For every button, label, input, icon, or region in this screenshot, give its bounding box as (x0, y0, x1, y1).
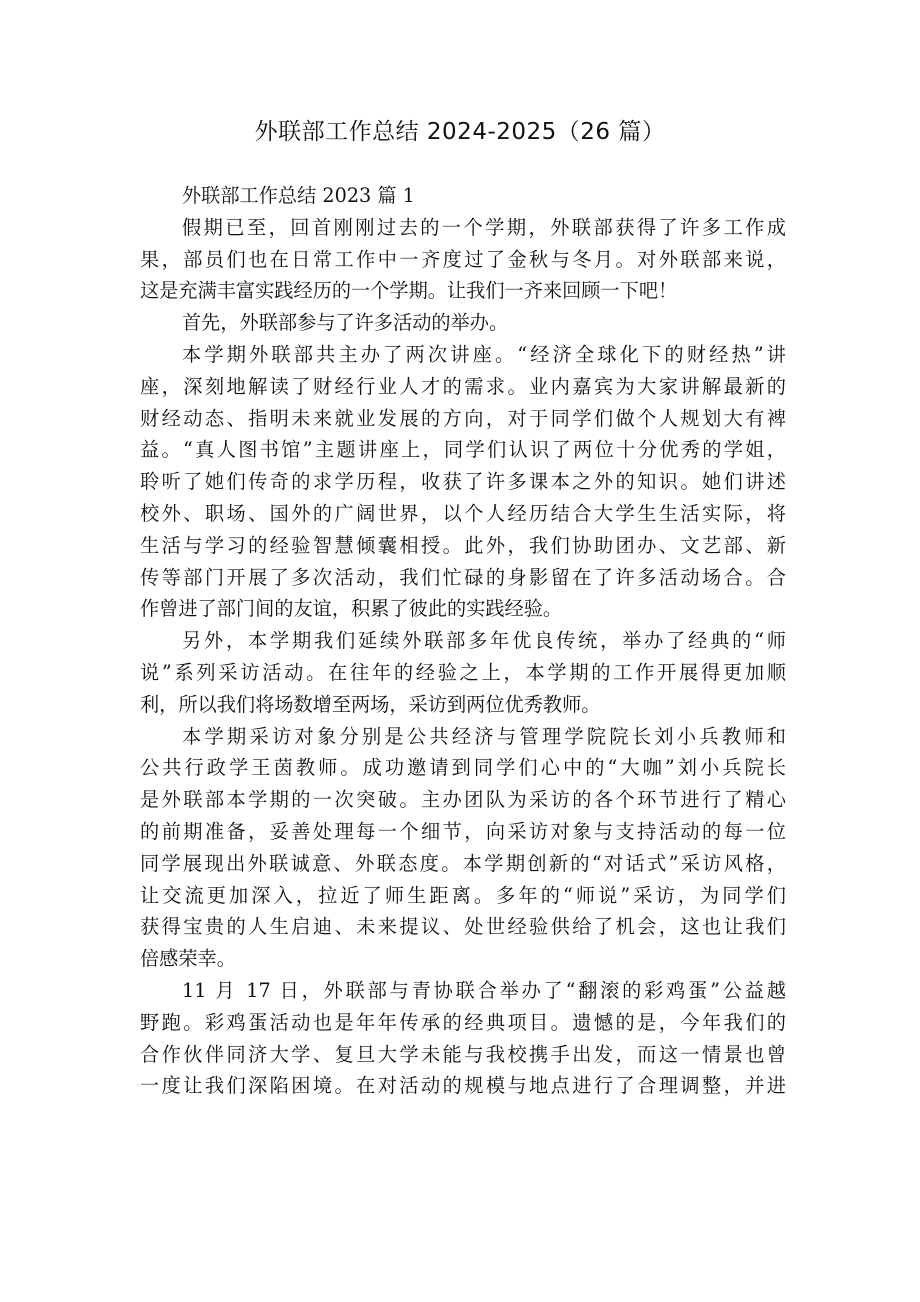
paragraph-line: 本学期外联部共主办了两次讲座。“经济全球化下的财经热”讲 (182, 342, 786, 366)
paragraph-line: 果，部员们也在日常工作中一齐度过了金秋与冬月。对外联部来说， (140, 247, 786, 271)
paragraph-line: 是外联部本学期的一次突破。主办团队为采访的各个环节进行了精心 (140, 788, 786, 812)
paragraph-line: 让交流更加深入，拉近了师生距离。多年的“师说”采访，为同学们 (140, 883, 786, 907)
paragraph-line: 野跑。彩鸡蛋活动也是年年传承的经典项目。遗憾的是，今年我们的 (140, 1010, 786, 1034)
paragraph-line: 11 月 17 日，外联部与青协联合举办了“翻滚的彩鸡蛋”公益越 (182, 978, 786, 1002)
paragraph-line: 假期已至，回首刚刚过去的一个学期，外联部获得了许多工作成 (182, 215, 786, 239)
paragraph-line: 首先，外联部参与了许多活动的举办。 (182, 311, 509, 335)
paragraph-line: 本学期采访对象分别是公共经济与管理学院院长刘小兵教师和 (182, 724, 786, 748)
paragraph-line: 传等部门开展了多次活动，我们忙碌的身影留在了许多活动场合。合 (140, 565, 786, 589)
document-body (140, 180, 786, 1102)
paragraph-line: 一度让我们深陷困境。在对活动的规模与地点进行了合理调整，并进 (140, 1074, 786, 1098)
paragraph-line: 的前期准备，妥善处理每一个细节，向采访对象与支持活动的每一位 (140, 819, 786, 843)
paragraph-line: 利，所以我们将场数增至两场，采访到两位优秀教师。 (140, 692, 601, 716)
paragraph-line: 倍感荣幸。 (140, 947, 236, 971)
paragraph-line: 合作伙伴同济大学、复旦大学未能与我校携手出发，而这一情景也曾 (140, 1042, 786, 1066)
paragraph-line: 座，深刻地解读了财经行业人才的需求。业内嘉宾为大家讲解最新的 (140, 374, 786, 398)
paragraph-line: 另外，本学期我们延续外联部多年优良传统，举办了经典的“师 (182, 629, 786, 653)
paragraph-line: 同学展现出外联诚意、外联态度。本学期创新的“对话式”采访风格， (140, 851, 786, 875)
paragraph-line: 聆听了她们传奇的求学历程，收获了许多课本之外的知识。她们讲述 (140, 470, 786, 494)
document-title: 外联部工作总结 2024-2025（26 篇） (254, 119, 666, 145)
paragraph-line: 财经动态、指明未来就业发展的方向，对于同学们做个人规划大有裨 (140, 406, 786, 430)
paragraph-line: 这是充满丰富实践经历的一个学期。让我们一齐来回顾一下吧！ (140, 279, 678, 303)
section-heading: 外联部工作总结 2023 篇 1 (182, 184, 415, 207)
paragraph-line: 公共行政学王茵教师。成功邀请到同学们心中的“大咖”刘小兵院长 (140, 756, 786, 780)
paragraph-line: 益。“真人图书馆”主题讲座上，同学们认识了两位十分优秀的学姐， (140, 438, 786, 462)
paragraph-line: 获得宝贵的人生启迪、未来提议、处世经验供给了机会，这也让我们 (140, 915, 786, 939)
paragraph-line: 作曾进了部门间的友谊，积累了彼此的实践经验。 (140, 597, 563, 621)
paragraph-line: 说”系列采访活动。在往年的经验之上，本学期的工作开展得更加顺 (140, 660, 786, 684)
paragraph-line: 校外、职场、国外的广阔世界，以个人经历结合大学生生活实际，将 (140, 501, 786, 525)
paragraph-line: 生活与学习的经验智慧倾囊相授。此外，我们协助团办、文艺部、新 (140, 533, 786, 557)
